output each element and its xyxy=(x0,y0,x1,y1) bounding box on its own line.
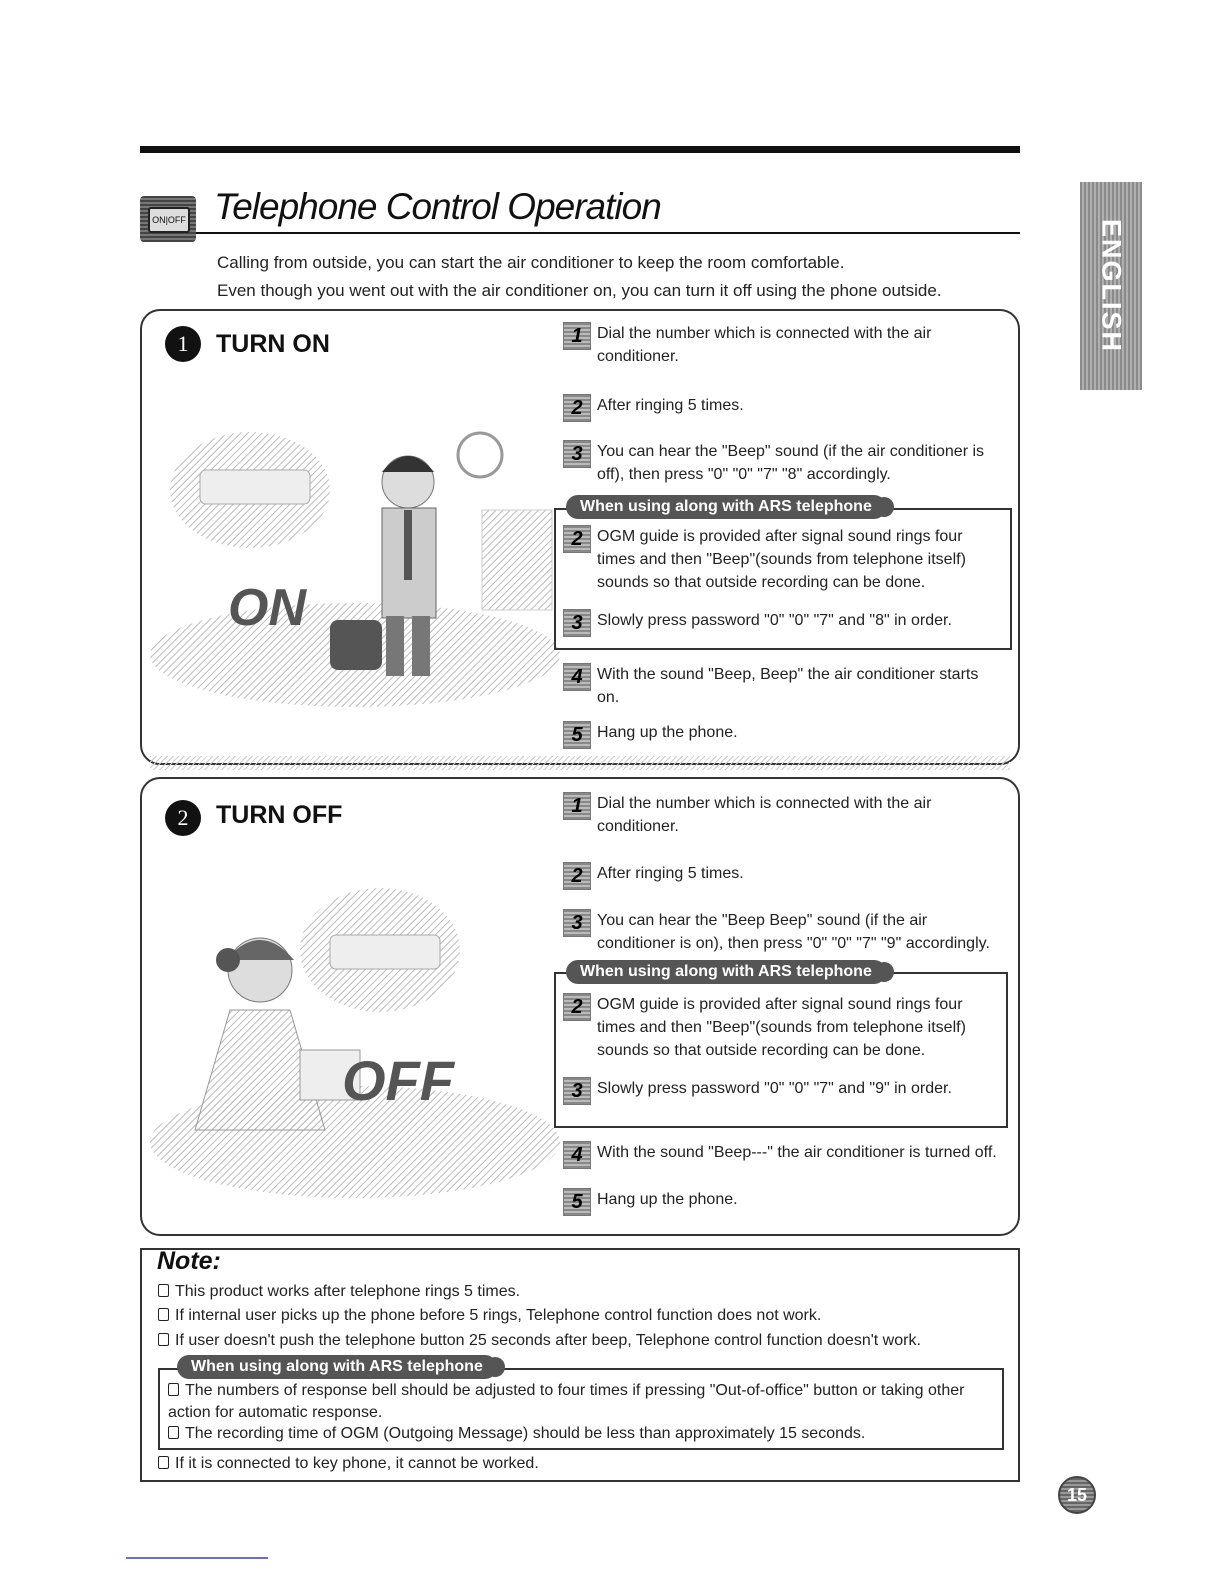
turn-on-ars-step-3 xyxy=(567,609,1007,632)
title-rule xyxy=(196,232,1020,234)
air-conditioner-unit xyxy=(330,935,440,969)
turn-on-step-5 xyxy=(567,721,987,744)
step-badge: 2 xyxy=(563,862,591,890)
turn-off-step-2 xyxy=(567,862,987,885)
section-number-1: 1 xyxy=(165,326,201,362)
checkbox-bullet-icon xyxy=(158,1284,169,1297)
note-ars-item-2 xyxy=(168,1423,990,1445)
turn-off-illustration xyxy=(150,880,560,1200)
page-number: 15 xyxy=(1058,1476,1096,1514)
turn-off-ars-label: When using along with ARS telephone xyxy=(566,960,886,984)
note-item-text: If user doesn't push the telephone button 25 seconds after beep, Telephone control function doesn't work. xyxy=(175,1332,921,1349)
turn-off-ars-step-2 xyxy=(567,993,995,1062)
turn-on-step-1 xyxy=(567,322,987,368)
air-conditioner-unit xyxy=(200,470,310,504)
turn-off-ars-step-3 xyxy=(567,1077,957,1100)
step-badge: 3 xyxy=(563,909,591,937)
step-text: After ringing 5 times. xyxy=(597,397,744,414)
checkbox-bullet-icon xyxy=(168,1383,179,1396)
checkbox-bullet-icon xyxy=(158,1456,169,1469)
note-item-text: If internal user picks up the phone before 5 rings, Telephone control function does not work. xyxy=(175,1307,822,1324)
checkbox-bullet-icon xyxy=(168,1426,179,1439)
intro-line-1: Calling from outside, you can start the air conditioner to keep the room comfortable. xyxy=(217,253,845,272)
turn-on-illustration xyxy=(150,410,560,710)
language-tab-label: ENGLISH xyxy=(1096,218,1127,354)
step-badge: 1 xyxy=(563,792,591,820)
step-badge: 4 xyxy=(563,663,591,691)
step-text: You can hear the "Beep" sound (if the air conditioner is off), then press "0" "0" "7" "8" accordingly. xyxy=(597,443,985,483)
intro-text xyxy=(217,249,942,305)
note-ars-label: When using along with ARS telephone xyxy=(177,1355,497,1379)
step-badge: 2 xyxy=(563,525,591,553)
step-badge: 2 xyxy=(563,394,591,422)
telephone-control-icon xyxy=(140,196,196,242)
step-text: Slowly press password "0" "0" "7" and "9" in order. xyxy=(597,1080,952,1097)
note-item-2 xyxy=(158,1305,821,1327)
turn-on-step-3 xyxy=(567,440,987,486)
turn-off-step-5 xyxy=(567,1188,987,1211)
step-text: OGM guide is provided after signal sound rings four times and then "Beep"(sounds from telephone itself) sounds so that outside recording can be done. xyxy=(597,528,966,591)
page-title: Telephone Control Operation xyxy=(214,186,661,227)
turn-on-ars-step-2 xyxy=(567,525,995,594)
step-text: With the sound "Beep, Beep" the air conditioner starts on. xyxy=(597,666,979,706)
step-badge: 3 xyxy=(563,440,591,468)
intro-line-2: Even though you went out with the air conditioner on, you can turn it off using the phone outside. xyxy=(217,281,942,300)
checkbox-bullet-icon xyxy=(158,1308,169,1321)
swirl-icon xyxy=(458,433,502,477)
note-item-1 xyxy=(158,1281,520,1303)
turn-off-step-3 xyxy=(567,909,997,955)
gift-boxes xyxy=(482,510,552,610)
step-badge: 1 xyxy=(563,322,591,350)
language-tab xyxy=(1080,182,1142,390)
on-off-icon-label: ON|OFF xyxy=(148,207,190,233)
step-badge: 2 xyxy=(563,993,591,1021)
step-text: Dial the number which is connected with the air conditioner. xyxy=(597,795,932,835)
note-item-3 xyxy=(158,1330,921,1352)
note-item-text: If it is connected to key phone, it cannot be worked. xyxy=(175,1455,539,1472)
checkbox-bullet-icon xyxy=(158,1333,169,1346)
step-badge: 5 xyxy=(563,721,591,749)
top-rule xyxy=(140,146,1020,153)
note-item-text: This product works after telephone rings 5 times. xyxy=(175,1283,521,1300)
turn-on-ars-label: When using along with ARS telephone xyxy=(566,495,886,519)
bag xyxy=(330,620,382,670)
turn-on-panel-shadow xyxy=(150,756,1010,770)
step-text: Hang up the phone. xyxy=(597,724,738,741)
note-ars-item-text: The numbers of response bell should be adjusted to four times if pressing "Out-of-office" button or taking other action for automatic response. xyxy=(168,1382,965,1421)
turn-off-title: TURN OFF xyxy=(216,801,343,829)
turn-off-step-1 xyxy=(567,792,987,838)
step-text: With the sound "Beep---" the air conditioner is turned off. xyxy=(597,1144,997,1161)
note-title: Note: xyxy=(157,1247,221,1275)
note-ars-item-text: The recording time of OGM (Outgoing Message) should be less than approximately 15 seconds. xyxy=(185,1425,866,1442)
section-number-2: 2 xyxy=(165,800,201,836)
step-text: OGM guide is provided after signal sound rings four times and then "Beep"(sounds from telephone itself) sounds so that outside recording can be done. xyxy=(597,996,966,1059)
step-badge: 3 xyxy=(563,1077,591,1105)
on-illustration-label: ON xyxy=(228,579,306,637)
note-ars-item-1 xyxy=(168,1380,990,1424)
turn-on-step-4 xyxy=(567,663,987,709)
step-text: Dial the number which is connected with the air conditioner. xyxy=(597,325,932,365)
note-last-item xyxy=(158,1453,539,1475)
step-badge: 3 xyxy=(563,609,591,637)
step-text: Hang up the phone. xyxy=(597,1191,738,1208)
footer-rule xyxy=(126,1557,268,1559)
step-text: You can hear the "Beep Beep" sound (if the air conditioner is on), then press "0" "0" "7" "9" accordingly. xyxy=(597,912,990,952)
turn-on-step-2 xyxy=(567,394,987,417)
step-text: After ringing 5 times. xyxy=(597,865,744,882)
off-illustration-label: OFF xyxy=(342,1049,454,1112)
phone-handset xyxy=(216,948,240,972)
step-badge: 5 xyxy=(563,1188,591,1216)
turn-off-step-4 xyxy=(567,1141,1007,1164)
turn-on-title: TURN ON xyxy=(216,330,330,358)
step-badge: 4 xyxy=(563,1141,591,1169)
step-text: Slowly press password "0" "0" "7" and "8" in order. xyxy=(597,612,952,629)
